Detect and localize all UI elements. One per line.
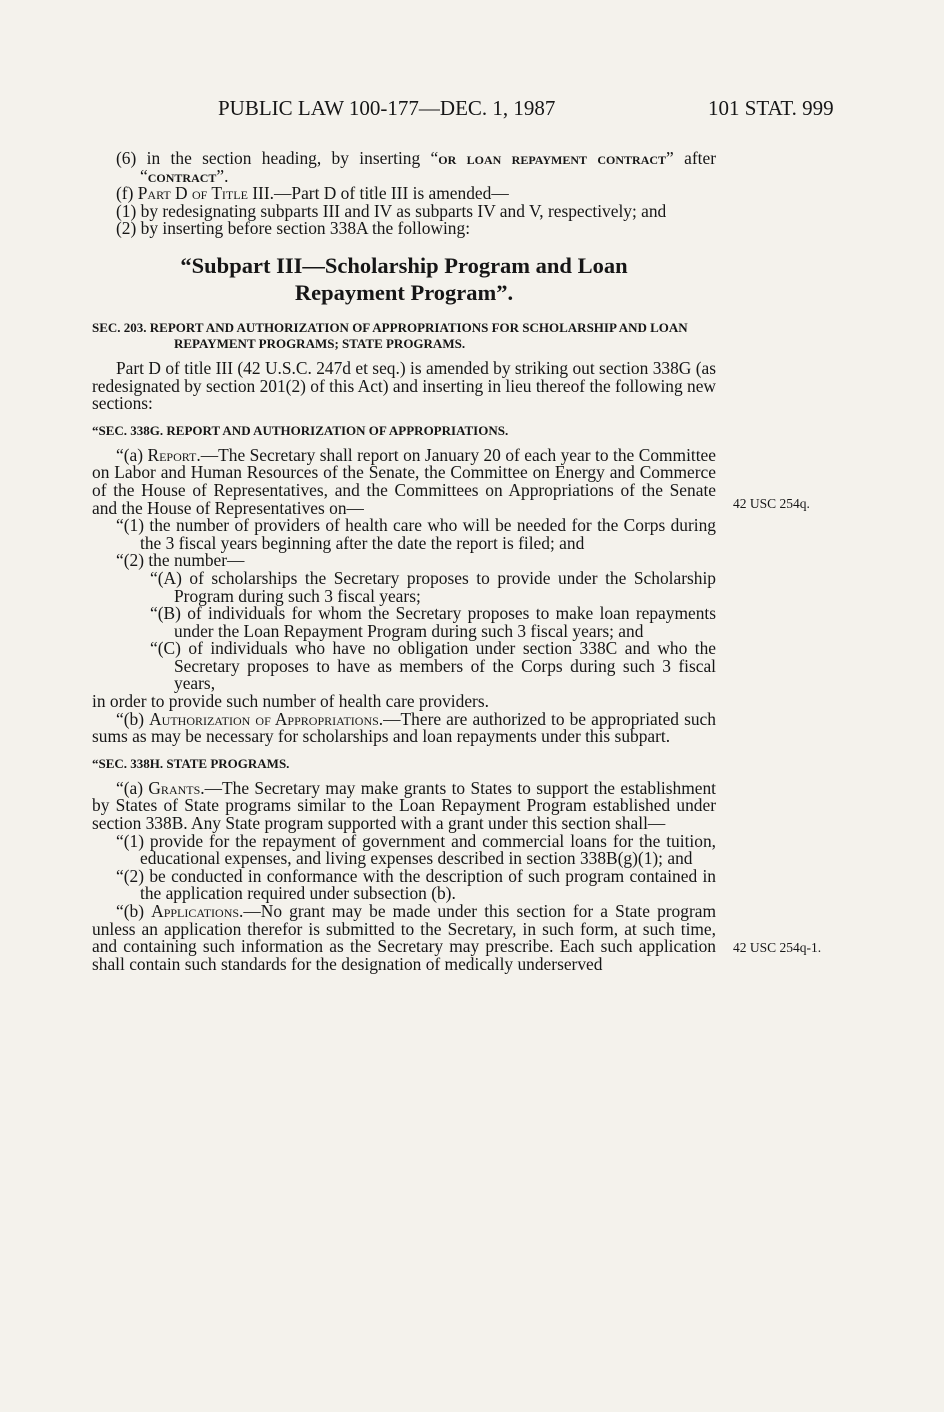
subsection-f: (f) Part D of Title III.—Part D of title III is amended— (116, 183, 509, 204)
clause-aB: “(B) of individuals for whom the Secretary proposes to make loan repayments under the Loan Repayment Program during such 3 fiscal years; and (150, 603, 716, 641)
margin-note-338g: 42 USC 254q. (733, 496, 810, 511)
document-body (92, 150, 716, 973)
subpart-title: “Subpart III—Scholarship Program and Loan Repayment Program”. (180, 252, 628, 305)
subsection-a-grants: “(a) Grants.—The Secretary may make grants to States to support the establishment by States of State programs similar to the Loan Repayment Program established under section 338B. Any State program supported with a grant under this section shall— (92, 777, 716, 834)
section-203-heading: SEC. 203. REPORT AND AUTHORIZATION OF APPROPRIATIONS FOR SCHOLARSHIP AND LOAN REPAYMENT PROGRAMS; STATE PROGRAMS. (92, 319, 688, 351)
section-338h-heading: “SEC. 338H. STATE PROGRAMS. (92, 755, 290, 771)
margin-note-338h: 42 USC 254q-1. (733, 940, 822, 955)
subsection-b-authorization: “(b) Authorization of Appropriations.—There are authorized to be appropriated such sums as may be necessary for scholarships and loan repayments under this subpart. (92, 708, 716, 747)
subsection-b-applications: “(b) Applications.—No grant may be made under this section for a State program unless an application therefor is submitted to the Secretary, in such form, at such time, and containing such information as the Secretary may prescribe. Each such application shall contain such standards for the designation of medically underserved (92, 901, 716, 974)
paragraph-g2: “(2) be conducted in conformance with the description of such program contained in the application required under subsection (b). (116, 865, 716, 904)
running-header-left: PUBLIC LAW 100-177—DEC. 1, 1987 (218, 96, 556, 120)
paragraph-a1: “(1) the number of providers of health care who will be needed for the Corps during the 3 fiscal years beginning after the date the report is filed; and (116, 515, 716, 553)
paragraph-6: (6) in the section heading, by inserting “or loan repayment contract” after “contract”. (116, 148, 716, 186)
order-line: in order to provide such number of health care providers. (92, 691, 489, 712)
section-338g-heading: “SEC. 338G. REPORT AND AUTHORIZATION OF APPROPRIATIONS. (92, 422, 509, 438)
paragraph-g1: “(1) provide for the repayment of government and commercial loans for the tuition, educational expenses, and living expenses described in section 338B(g)(1); and (116, 830, 716, 869)
clause-aA: “(A) of scholarships the Secretary proposes to provide under the Scholarship Program during such 3 fiscal years; (150, 567, 716, 606)
running-header-right: 101 STAT. 999 (708, 96, 834, 120)
paragraph-f1: (1) by redesignating subparts III and IV as subparts IV and V, respectively; and (116, 200, 667, 221)
subsection-a-report: “(a) Report.—The Secretary shall report on January 20 of each year to the Committee on Labor and Human Resources of the Senate, the Committee on Energy and Commerce of the House of Representatives, and the Committees on Appropriations of the Senate and the House of Representatives on— (92, 444, 716, 518)
paragraph-a2: “(2) the number— (116, 550, 245, 571)
intro-paragraph: Part D of title III (42 U.S.C. 247d et seq.) is amended by striking out section 338G (as redesignated by section 201(2) of this Act) and inserting in lieu thereof the following new sections: (92, 357, 716, 414)
clause-aC: “(C) of individuals who have no obligation under section 338C and who the Secretary proposes to have as members of the Corps during such 3 fiscal years, (150, 638, 716, 694)
paragraph-f2: (2) by inserting before section 338A the following: (116, 218, 471, 239)
